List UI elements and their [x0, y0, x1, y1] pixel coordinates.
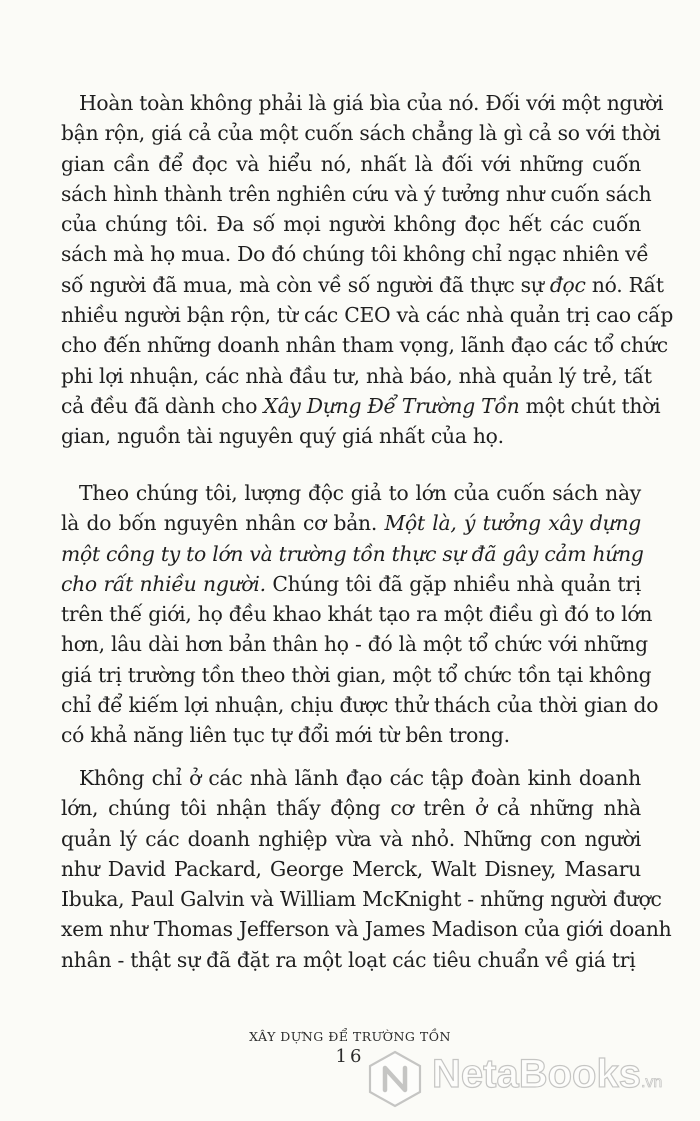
text-line — [61, 720, 641, 750]
text-run: có khả năng liên tục tự đổi mới từ bên trong. — [61, 723, 510, 748]
text-run: số người đã mua, mà còn về số người đã thực sự — [61, 272, 550, 297]
text-line — [61, 361, 652, 391]
text-run: cho đến những doanh nhân tham vọng, lãnh đạo các tổ chức — [61, 333, 668, 358]
text-line — [61, 478, 641, 508]
text-line — [61, 884, 662, 914]
text-line — [61, 660, 652, 690]
text-run: giá trị trường tồn theo thời gian, một tổ chức tồn tại không — [61, 662, 652, 687]
text-line — [61, 824, 641, 854]
text-line — [61, 270, 664, 300]
text-line — [61, 421, 641, 451]
text-line — [61, 239, 649, 269]
text-run: Theo chúng tôi, lượng độc giả to lớn của cuốn sách này — [79, 481, 641, 505]
text-line — [61, 793, 641, 823]
text-run: nhân - thật sự đã đặt ra một loạt các tiêu chuẩn về giá trị — [61, 947, 636, 972]
netabooks-logo-icon — [366, 1050, 424, 1108]
text-line — [61, 599, 653, 629]
text-run: nó. Rất — [585, 272, 664, 297]
text-line — [61, 88, 664, 118]
italic-run: cho rất nhiều người. — [61, 571, 266, 596]
paragraph-1 — [61, 88, 674, 452]
text-run: trên thế giới, họ đều khao khát tạo ra một điều gì đó to lớn — [61, 602, 653, 627]
text-line — [61, 854, 641, 884]
text-line — [61, 690, 659, 720]
text-run: phi lợi nhuận, các nhà đầu tư, nhà báo, nhà quản lý trẻ, tất — [61, 363, 652, 388]
text-run: gian cần để đọc và hiểu nó, nhất là đối với những cuốn — [61, 151, 641, 176]
text-line — [61, 118, 661, 148]
text-run: bận rộn, giá cả của một cuốn sách chẳng là gì cả so với thời — [61, 121, 661, 146]
text-run: Chúng tôi đã gặp nhiều nhà quản trị — [265, 571, 641, 596]
text-run: gian, nguồn tài nguyên quý giá nhất của họ. — [61, 424, 504, 449]
italic-run: một công ty to lớn và trường tồn thực sự đã gây cảm hứng — [61, 541, 644, 566]
watermark-text — [432, 1052, 662, 1097]
text-line — [61, 179, 652, 209]
watermark-suffix: .vn — [640, 1074, 663, 1091]
watermark-brand: NetaBooks — [432, 1052, 641, 1096]
text-run: Ibuka, Paul Galvin và William McKnight - những người được — [61, 887, 662, 912]
italic-run: đọc — [549, 272, 586, 297]
text-line — [61, 391, 661, 421]
text-run: cả đều đã dành cho — [61, 393, 264, 418]
running-title: XÂY DỰNG ĐỂ TRƯỜNG TỒN — [249, 1029, 451, 1044]
text-line — [61, 914, 672, 944]
text-line — [61, 209, 641, 239]
text-run: sách mà họ mua. Do đó chúng tôi không chỉ ngạc nhiên về — [61, 242, 649, 267]
text-run: chỉ để kiếm lợi nhuận, chịu được thử thách của thời gian do — [61, 693, 659, 718]
text-run: là do bốn nguyên nhân cơ bản. — [61, 511, 385, 536]
text-run: xem như Thomas Jefferson và James Madison của giới doanh — [61, 917, 672, 942]
text-line — [61, 330, 668, 360]
text-run: Hoàn toàn không phải là giá bìa của nó. Đối với một người — [79, 91, 664, 115]
text-run: như David Packard, George Merck, Walt Disney, Masaru — [61, 856, 641, 881]
text-run: của chúng tôi. Đa số mọi người không đọc hết các cuốn — [61, 212, 641, 237]
text-line — [61, 149, 641, 179]
text-line — [61, 629, 648, 659]
italic-run: Một là, ý tưởng xây dựng — [384, 511, 641, 536]
text-run: một chút thời — [519, 393, 661, 418]
watermark — [366, 1046, 696, 1108]
paragraph-3 — [61, 763, 672, 975]
text-run: sách hình thành trên nghiên cứu và ý tưởng như cuốn sách — [61, 181, 652, 206]
text-run: Không chỉ ở các nhà lãnh đạo các tập đoàn kinh doanh — [79, 766, 641, 790]
text-run: lớn, chúng tôi nhận thấy động cơ trên ở cả những nhà — [61, 796, 641, 821]
text-line — [61, 569, 641, 599]
text-line — [61, 300, 674, 330]
italic-run: Xây Dựng Để Trường Tồn — [263, 393, 520, 418]
page-number: 16 — [335, 1046, 365, 1067]
text-line — [61, 945, 641, 975]
text-line — [61, 539, 644, 569]
text-run: quản lý các doanh nghiệp vừa và nhỏ. Những con người — [61, 826, 641, 851]
text-line — [61, 508, 641, 538]
text-run: hơn, lâu dài hơn bản thân họ - đó là một tổ chức với những — [61, 632, 648, 657]
text-line — [61, 763, 641, 793]
paragraph-2 — [61, 478, 659, 751]
text-run: nhiều người bận rộn, từ các CEO và các nhà quản trị cao cấp — [61, 303, 674, 328]
